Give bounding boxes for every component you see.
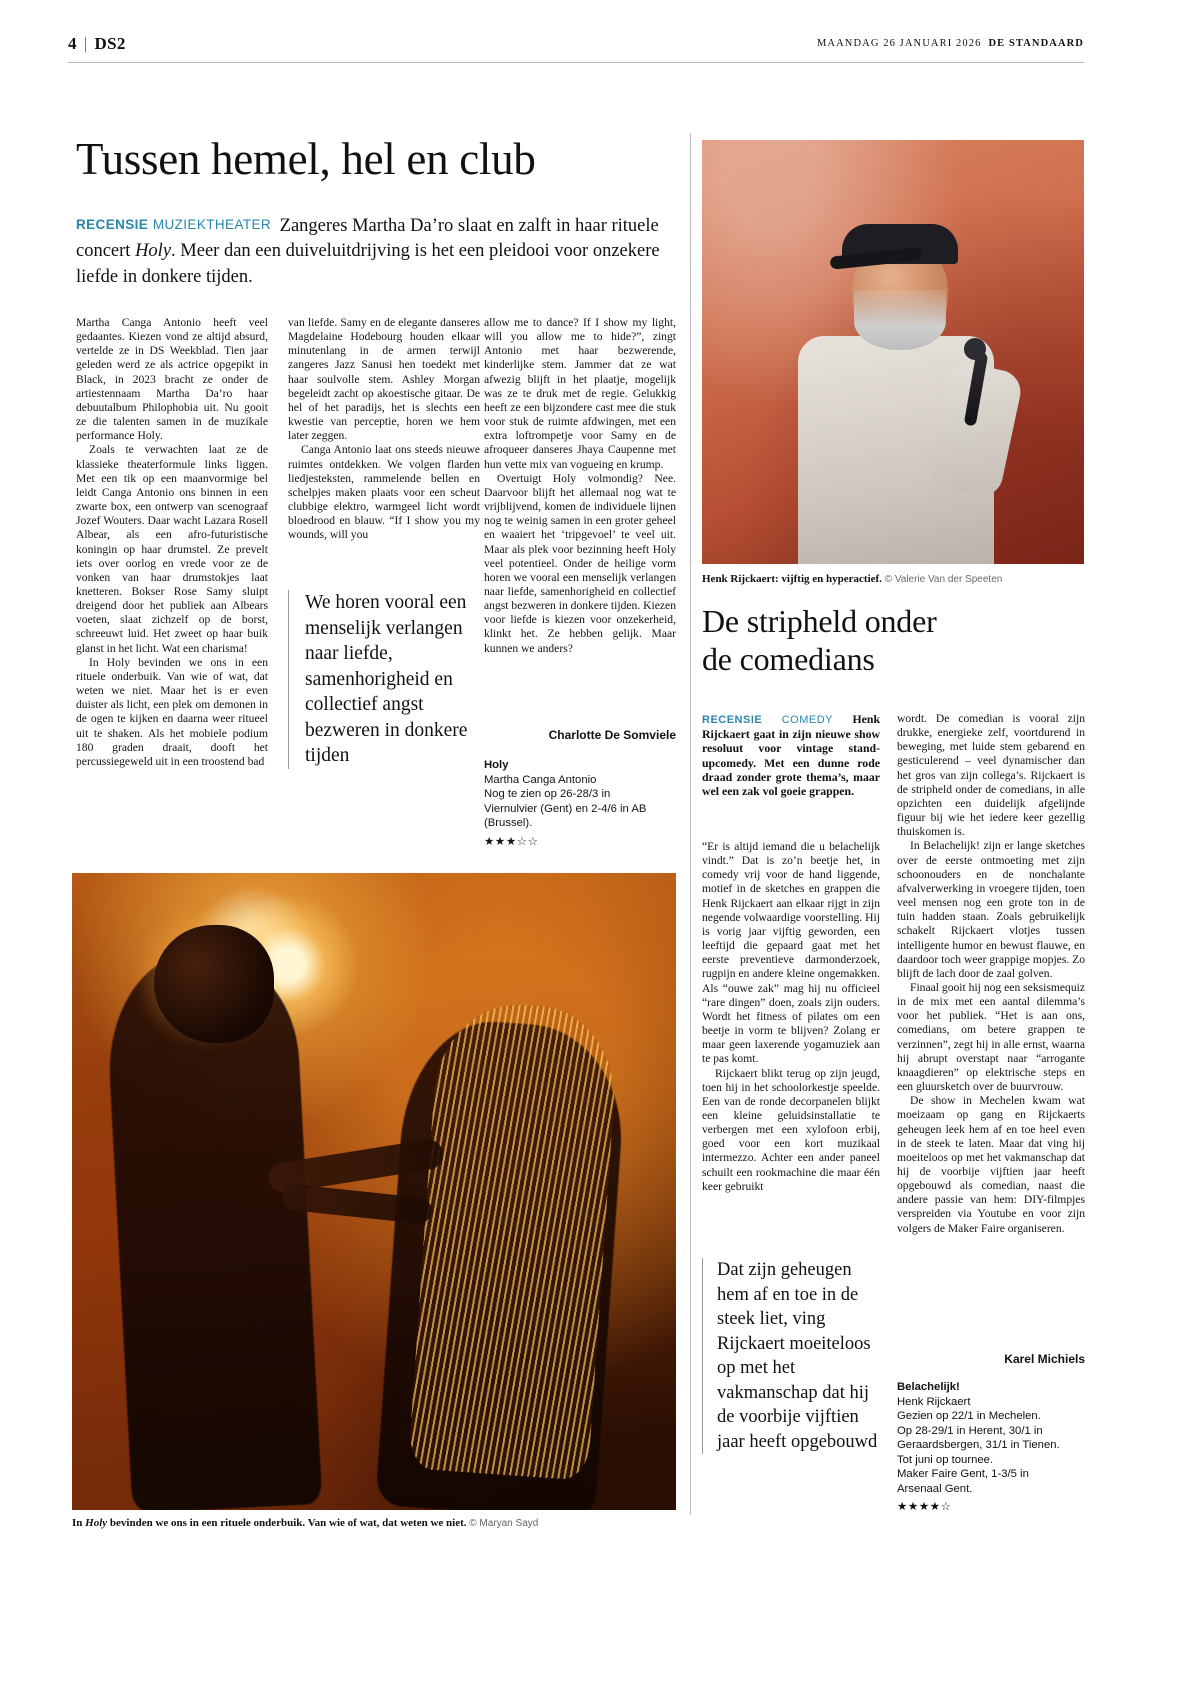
headline-line-2: de comedians: [702, 641, 875, 677]
article1-kicker-genre: MUZIEKTHEATER: [152, 217, 272, 232]
article2-intro: [702, 712, 880, 798]
article2-pullquote: Dat zijn geheugen hem af en toe in de steek liet, ving Rijckaert moeiteloos op met het vakmanschap dat hij de voorbije vijftien jaar heeft opgebouwd: [702, 1258, 882, 1454]
microphone-head: [964, 338, 986, 360]
edition-date: MAANDAG 26 JANUARI 2026: [817, 38, 982, 49]
paragraph: van liefde. Samy en de elegante danseres Magdelaine Hodebourg houden elkaar minutenlang in de armen terwijl zangeres Jazz Sanusi hen toedekt met haar soulvolle stem. Ashley Morgan begeleidt zacht op akoestische gitaar. De hel of het paradijs, het is slechts een kwestie van perceptie, horen we hem later zeggen.: [288, 316, 480, 443]
credits-title: Belachelijk!: [897, 1381, 960, 1393]
credits-line: (Brussel).: [484, 817, 533, 829]
credits-line: Geraardsbergen, 31/1 in Tienen.: [897, 1439, 1060, 1451]
masthead-divider: [68, 62, 1084, 63]
paragraph: Rijckaert blikt terug op zijn jeugd, toen hij in het schoolorkestje speelde. Een van de ronde decorpanelen blijkt een kleine geluidsinstallatie te verbergen met een xylofoon erbij, goed voor een kort muzikaal intermezzo. Achter een ander paneel schuilt een rookmachine die maar één keer gebruikt: [702, 1066, 880, 1193]
article1-standfirst: [76, 212, 676, 290]
paragraph: Overtuigt Holy volmondig? Nee. Daarvoor blijft het allemaal nog wat te vrijblijvend, komen de individuele lijnen nog te weinig samen in een groter geheel en waaiert het ‘tripgevoel’ te veel uit. Maar als plek voor bezinning heeft Holy veel potentieel. Onder de heilige vorm horen we vooral een menselijk verlangen naar liefde, samenhorigheid en collectief angst bezweren in donkere tijden. Kiezen voor liefde is kiezen voor onzekerheid, klinkt het. Ze hebben gelijk. Maar kunnen we anders?: [484, 471, 676, 655]
brand-name: DE STANDAARD: [988, 38, 1084, 49]
photo-credit: © Maryan Sayd: [469, 1518, 539, 1529]
folio-page-number: 4: [68, 34, 77, 53]
article2-kicker-label: RECENSIE: [702, 714, 763, 726]
article2-kicker-genre: COMEDY: [781, 714, 833, 726]
comedian-beard: [854, 290, 946, 350]
article1-credits: [484, 758, 676, 848]
column-divider: [690, 133, 691, 1515]
article2-byline: Karel Michiels: [1004, 1352, 1085, 1366]
article1-photo-caption: [72, 1516, 682, 1531]
caption-pre: In: [72, 1517, 86, 1529]
article1-column-1: [76, 316, 268, 769]
caption-text: [72, 1517, 467, 1529]
article2-credits: [897, 1380, 1092, 1514]
headline-line-1: De stripheld onder: [702, 603, 937, 639]
article2-photo: [702, 140, 1084, 564]
standfirst-title: Holy: [135, 241, 172, 261]
page-folio: [68, 34, 126, 54]
folio-section: DS2: [94, 34, 126, 53]
paragraph: In Holy bevinden we ons in een rituele onderbuik. Van wie of wat, dat weten we niet. Maar het is er even duister als licht, een plek om demonen in de ogen te kijken en daarna weer ritueel uit te shaken. Als het mobiele podium 180 graden draait, dooft het percussiegeweld uit in een troostend bad: [76, 655, 268, 768]
caption-text: Henk Rijckaert: vijftig en hyperactief.: [702, 573, 882, 585]
paragraph: In Belachelijk! zijn er lange sketches over de eerste ontmoeting met zijn schoonouders en de nonchalante afvalverwerking in vroegere tijden, toen veel mensen nog een grote ton in de tuin hadden staan. Zoals gebruikelijk schakelt Rijckaert vlotjes tussen intelligente humor en bewust flauwe, en daardoor toch weer grappige mopjes. Zo blijft de lach door de zaal golven.: [897, 839, 1086, 980]
paragraph: Zoals te verwachten laat ze de klassieke theaterformule links liggen. Met een tik op een maanvormige bel leidt Canga Antonio ons binnen in een zwarte box, een ontwerp van scenograaf Jozef Wouters. Daar wacht Lazara Rosell Albear, als een afro-futuristische koningin op haar drumstel. Ze prevelt iets over oorlog en vrede voor ze de vonken van haar drumstokjes laat knetteren. Bokser Rose Samy sluipt dreigend door het publiek aan Albears voeten, slaat zichzelf op de borst, schreeuwt luid. Het zweet op haar buik glanst in het licht. Wat een charisma!: [76, 443, 268, 655]
credits-line: Maker Faire Gent, 1-3/5 in: [897, 1468, 1029, 1480]
photo-credit: © Valerie Van der Speeten: [884, 574, 1003, 585]
credits-line: Arsenaal Gent.: [897, 1482, 973, 1495]
paragraph: “Er is altijd iemand die u belachelijk vindt.” Dat is zo’n beetje het, in comedy vrij voor de hand liggende, motief in de sketches en grappen die Henk Rijckaert aan elkaar rijgt in zijn negende volwaardige voorstelling. Hij is vorig jaar vijftig geworden, een leeftijd die gepaard gaat met het eerste preventieve darmonderzoek, rugpijn en andere kleine ongemakken. Als “ouwe zak” mag hij nu officieel “rare dingen” doen, zoals zijn ouders. Wordt het fitness of pilates om een beetje in vorm te blijven? Zolang er maar geen laxerende yogamuziek aan te pas komt.: [702, 840, 880, 1066]
credits-line: Gezien op 22/1 in Mechelen.: [897, 1410, 1041, 1422]
article1-kicker-label: RECENSIE: [76, 217, 149, 232]
credits-title: Holy: [484, 759, 509, 771]
paragraph: Canga Antonio laat ons steeds nieuwe ruimtes ontdekken. We volgen flarden liedjesteksten, rammelende bellen en schelpjes maken plaats voor een scheut clubbige elektro, warmgeel licht wordt bloedrood en blauw. “If I show you my wounds, will you: [288, 443, 480, 542]
article2-column-1: [702, 840, 880, 1194]
article1-column-3: [484, 316, 676, 656]
dancer-right-braids: [408, 999, 620, 1480]
article1-byline: Charlotte De Somviele: [548, 728, 676, 742]
standfirst-part1: Zangeres Martha Da’ro slaat en zalft in haar rituele concert: [76, 215, 659, 261]
article1-pullquote: We horen vooral een menselijk verlangen naar liefde, samenhorigheid en collectief angst bezweren in donkere tijden: [288, 590, 484, 769]
paragraph: Martha Canga Antonio heeft veel gedaantes. Kiezen vond ze altijd absurd, vertelde ze in DS Weekblad. Tien jaar geleden werd ze als actrice opgepikt in Black, in 2023 bracht ze onder de artiestennaam Martha Da’ro haar debuutalbum Philophobia uit. Nu gooit ze die talenten samen in de muzikale performance Holy.: [76, 316, 268, 443]
article2-intro-text: Henk Rijckaert gaat in zijn nieuwe show resoluut voor vintage stand-upcomedy. Met een dunne rode draad zonder grote thema’s, maar wel een zak vol goeie grappen.: [702, 712, 881, 799]
standfirst-part2: . Meer dan een duiveluitdrijving is het een pleidooi voor onzekere liefde in donkere tijden.: [76, 241, 660, 287]
paragraph: wordt. De comedian is vooral zijn drukke, energieke zelf, voortdurend in beweging, met luide stem gebarend en gesticulerend – veel dynamischer dan het gros van zijn collega’s. Rijckaert is de stripheld onder de comedians, in alle opzichten een duidelijk afgelijnde figuur bij wie het iedere keer gezellig thuiskomen is.: [897, 712, 1085, 839]
credits-line: Nog te zien op 26-28/3 in: [484, 788, 611, 800]
article1-column-2: [288, 316, 480, 543]
article1-star-rating: ★★★☆☆: [484, 833, 539, 848]
paragraph: De show in Mechelen kwam wat moeizaam op gang en Rijckaerts geheugen leek hem af en toe heel even in de steek te laten. Maar dat ving hij moeiteloos op met het vakmanschap dat hij de voorbije vijftien jaar heeft opgebouwd als comedian, naast die andere passie van hem: DIY-filmpjes verspreiden via Youtube en voor zijn volgers de Maker Faire organiseren.: [897, 1094, 1085, 1235]
credits-line: Martha Canga Antonio: [484, 773, 597, 786]
article2-headline: [702, 602, 1092, 678]
credits-line: Op 28-29/1 in Herent, 30/1 in: [897, 1424, 1043, 1437]
folio-separator: |: [83, 34, 88, 53]
dancer-left-head: [154, 925, 274, 1043]
credits-line: Viernulvier (Gent) en 2-4/6 in AB: [484, 802, 647, 815]
masthead: [68, 34, 1084, 64]
masthead-edition: [817, 38, 1084, 49]
article2-column-2: [897, 712, 1085, 1236]
article2-star-rating: ★★★★☆: [897, 1499, 952, 1513]
article1-headline: Tussen hemel, hel en club: [76, 134, 536, 184]
article2-photo-caption: [702, 572, 1088, 587]
paragraph: allow me to dance? If I show my light, will you allow me to hide?”, zingt Antonio met haar bezwerende, kinderlijke stem. Jammer dat ze wat afwezig blijft in het plaatje, mogelijk was ze te druk met de regie. Gelukkig heeft ze een bijzondere cast mee die stuk voor stuk de ruimte afdwingen, met een extra loftrompetje voor Samy en de afroqueer danseres Jhaya Caupenne met hun vette mix van vogueing en krump.: [484, 316, 676, 471]
caption-title: Holy: [85, 1517, 108, 1529]
credits-line: Tot juni op tournee.: [897, 1453, 994, 1466]
credits-line: Henk Rijckaert: [897, 1395, 971, 1408]
paragraph: Finaal gooit hij nog een seksismequiz in de mix met een aantal dilemma’s voor het publiek. “Het is aan ons, comedians, om betere grappen te verzinnen”, zegt hij in alle ernst, waarna hij abrupt overstapt naar “arrogante knaagdieren” op elektrische steps en een gluursketch over de buurvrouw.: [897, 980, 1085, 1094]
caption-post: bevinden we ons in een rituele onderbuik. Van wie of wat, dat weten we niet.: [107, 1517, 467, 1529]
article1-photo: [72, 873, 676, 1510]
